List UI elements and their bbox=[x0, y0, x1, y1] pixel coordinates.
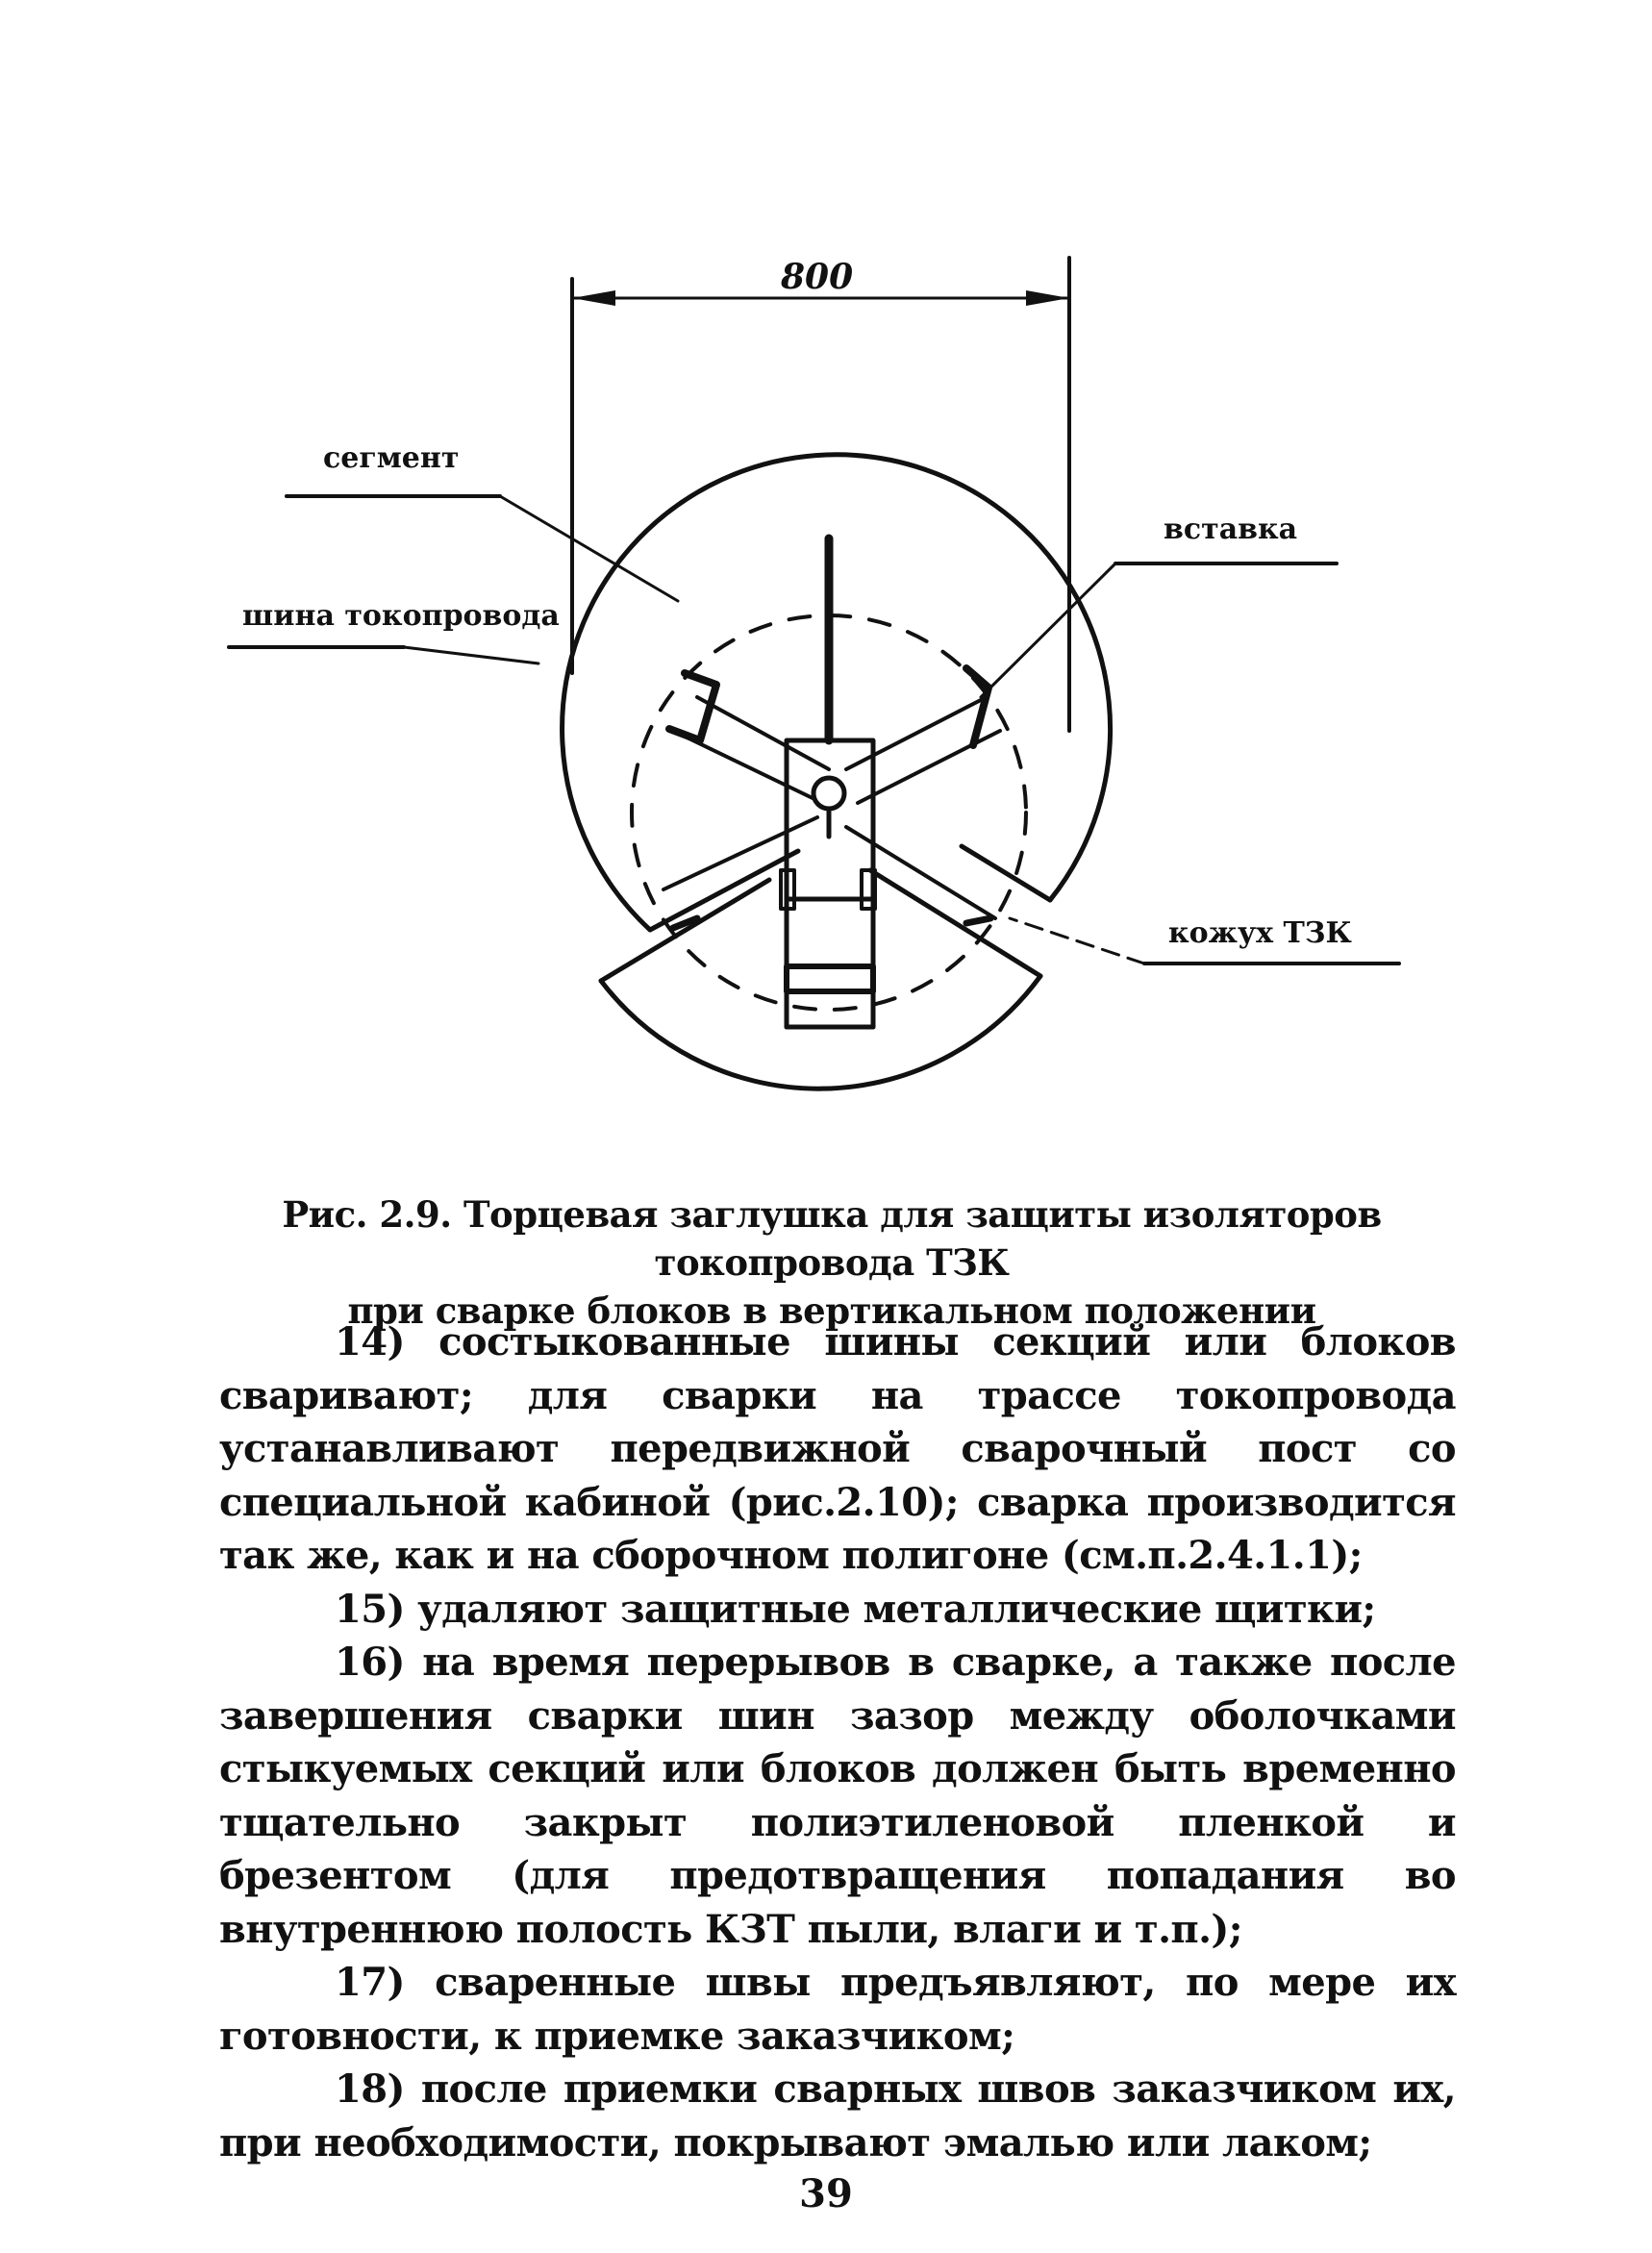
paragraph-15: 15) удаляют защитные металлические щитки; bbox=[335, 1586, 1376, 1632]
body-text bbox=[219, 1315, 1456, 2169]
caption-line-2: при сварке блоков в вертикальном положении bbox=[347, 1289, 1316, 1332]
outer-segment-arc bbox=[563, 455, 1111, 930]
leader-segment bbox=[500, 496, 678, 601]
page-number: 39 bbox=[799, 2171, 853, 2216]
dimension-arrow-right bbox=[1026, 290, 1069, 306]
paragraph-16: 16) на время перерывов в сварке, а также после завершения сварки шин зазор между оболочками стыкуемых секций или блоков должен быть временно тщательно закрыт полиэтиленовой пленкой и брезентом (для предотвращения попадания во внутреннюю полость КЗТ пыли, влаги и т.п.); bbox=[219, 1640, 1456, 1952]
dimension-arrow-left bbox=[572, 290, 615, 306]
paragraph-14: 14) состыкованные шины секций или блоков сваривают; для сварки на трассе токопровода устанавливают передвижной сварочный пост со специальной кабиной (рис.2.10); сварка производится так же, как и на сборочном полигоне (см.п.2.4.1.1); bbox=[219, 1319, 1456, 1578]
paragraph-17: 17) сваренные швы предъявляют, по мере их готовности, к приемке заказчиком; bbox=[219, 1960, 1456, 2059]
figure-caption bbox=[192, 1190, 1471, 1335]
label-casing: кожух ТЗК bbox=[1168, 916, 1352, 950]
caption-line-1: Рис. 2.9. Торцевая заглушка для защиты изоляторов токопровода ТЗК bbox=[282, 1193, 1382, 1284]
label-insert: вставка bbox=[1164, 513, 1298, 546]
label-segment: сегмент bbox=[323, 441, 460, 475]
paragraph-18: 18) после приемки сварных швов заказчиком их, при необходимости, покрывают эмалью или лаком; bbox=[219, 2066, 1456, 2165]
leader-busbar bbox=[404, 647, 538, 663]
dimension-text: 800 bbox=[781, 257, 854, 297]
leader-casing bbox=[1010, 918, 1144, 964]
leader-insert bbox=[981, 563, 1115, 697]
label-busbar: шина токопровода bbox=[242, 599, 560, 633]
